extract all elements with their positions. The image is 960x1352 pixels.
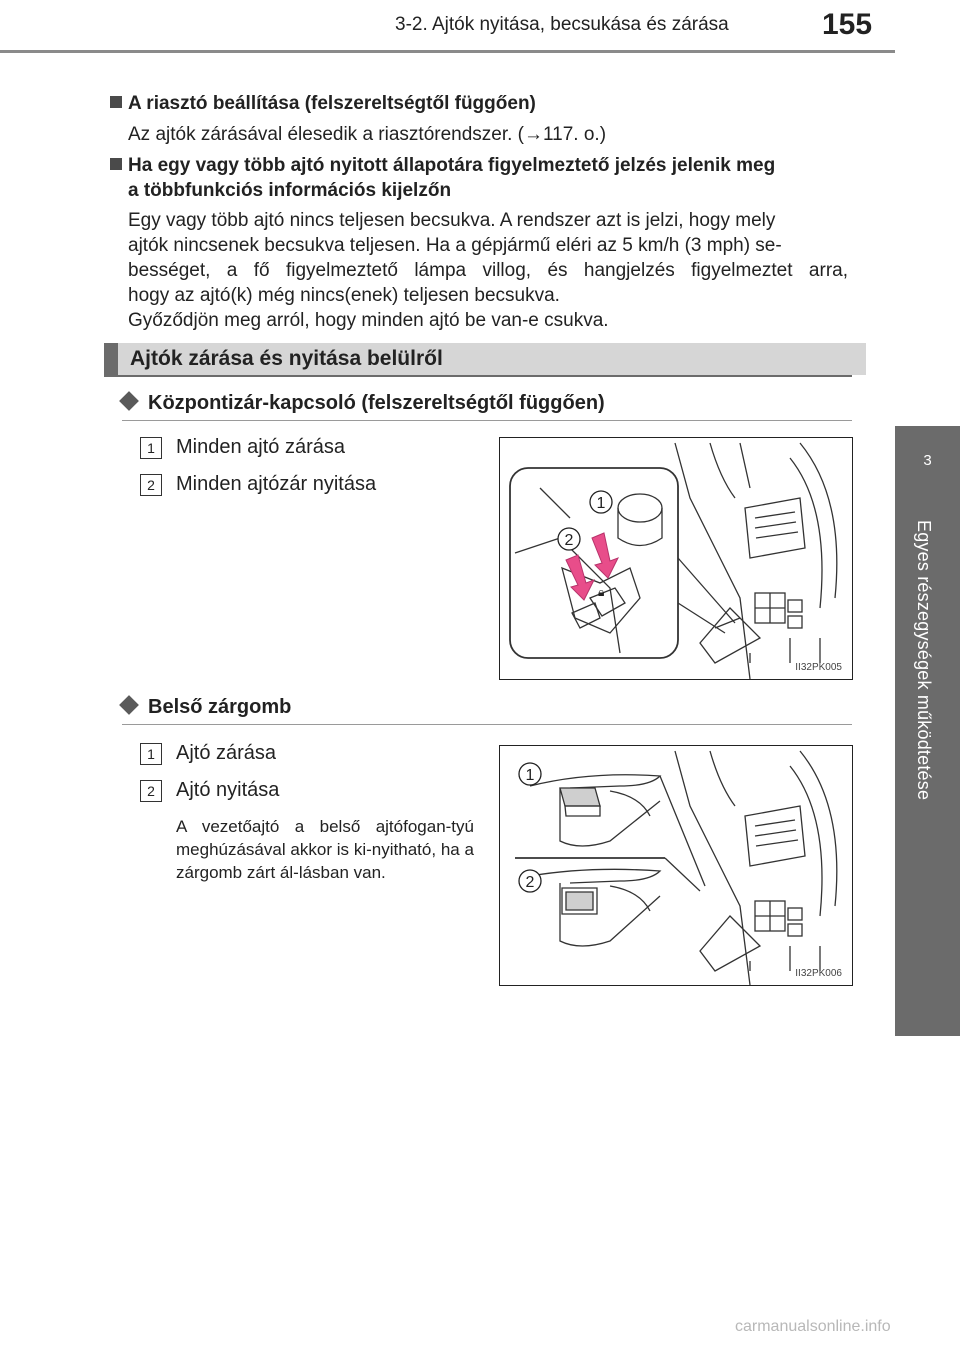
- lock-glyph: 🔒︎: [598, 585, 605, 599]
- square-bullet-icon: [110, 158, 122, 170]
- svg-text:2: 2: [564, 532, 574, 549]
- figure-code: II32PK005: [795, 662, 842, 673]
- figure-code: II32PK006: [795, 968, 842, 979]
- warning-heading-line2: a többfunkciós információs kijelzőn: [128, 180, 452, 201]
- square-bullet-icon: [110, 96, 122, 108]
- central-lock-item-1: Minden ajtó zárása: [176, 436, 345, 458]
- svg-text:1: 1: [596, 495, 606, 512]
- section-heading-bar: [104, 343, 866, 375]
- central-lock-figure: [499, 437, 853, 680]
- diamond-bullet-icon: [119, 695, 139, 715]
- section-divider: [104, 375, 852, 377]
- warning-body: Egy vagy több ajtó nincs teljesen becsukva. A rendszer azt is jelzi, hogy mely ajtók nincsenek becsukva teljesen. Ha a gépjármű eléri az 5 km/h (3 mph) se- bességet, a fő figyelmeztető lámpa villog, és hangjelzés figyelmeztet arra, hogy az ajtó(k) még nincs(enek) teljesen becsukva. Győződjön meg arról, hogy minden ajtó be van-e csukva.: [128, 210, 848, 331]
- alarm-heading: A riasztó beállítása (felszereltségtől függően): [110, 93, 536, 115]
- chapter-label: Egyes részegységek működtetése: [914, 520, 934, 801]
- svg-text:1: 1: [525, 767, 535, 784]
- item-number-badge: 1: [140, 743, 162, 765]
- chapter-tab: [895, 0, 960, 1352]
- item-number-badge: 2: [140, 780, 162, 802]
- watermark-url: carmanualsonline.info: [735, 1318, 891, 1335]
- inner-lock-figure: [499, 745, 853, 986]
- inner-lock-note: A vezetőajtó a belső ajtófogan-tyú meghúzásával akkor is ki-nyitható, ha a zárgomb zárt ál-lásban van.: [176, 817, 474, 882]
- subsection-divider: [122, 724, 852, 725]
- figure-callouts: [519, 763, 541, 892]
- door-lock-knob-illustration: [500, 746, 852, 985]
- subsection-divider: [122, 420, 852, 421]
- central-lock-heading: Központizár-kapcsoló (felszereltségtől függően): [122, 392, 605, 415]
- diamond-bullet-icon: [119, 391, 139, 411]
- inner-lock-heading: Belső zárgomb: [122, 696, 291, 719]
- section-heading: Ajtók zárása és nyitása belülről: [130, 347, 443, 370]
- item-number-badge: 2: [140, 474, 162, 496]
- warning-heading: Ha egy vagy több ajtó nyitott állapotára figyelmeztető jelzés jelenik meg: [110, 155, 775, 177]
- header-divider: [0, 50, 895, 53]
- page-number: 155: [822, 8, 873, 41]
- inner-lock-item-2: Ajtó nyitása: [176, 779, 280, 801]
- central-lock-item-2: Minden ajtózár nyitása: [176, 473, 377, 495]
- inner-lock-item-1: Ajtó zárása: [176, 742, 277, 764]
- door-lock-switch-illustration: [500, 438, 852, 679]
- alarm-text: Az ajtók zárásával élesedik a riasztórendszer. (→117. o.): [128, 124, 607, 145]
- section-title: 3-2. Ajtók nyitása, becsukása és zárása: [395, 14, 729, 35]
- item-number-badge: 1: [140, 437, 162, 459]
- svg-text:2: 2: [525, 874, 535, 891]
- chapter-number: 3: [923, 452, 932, 469]
